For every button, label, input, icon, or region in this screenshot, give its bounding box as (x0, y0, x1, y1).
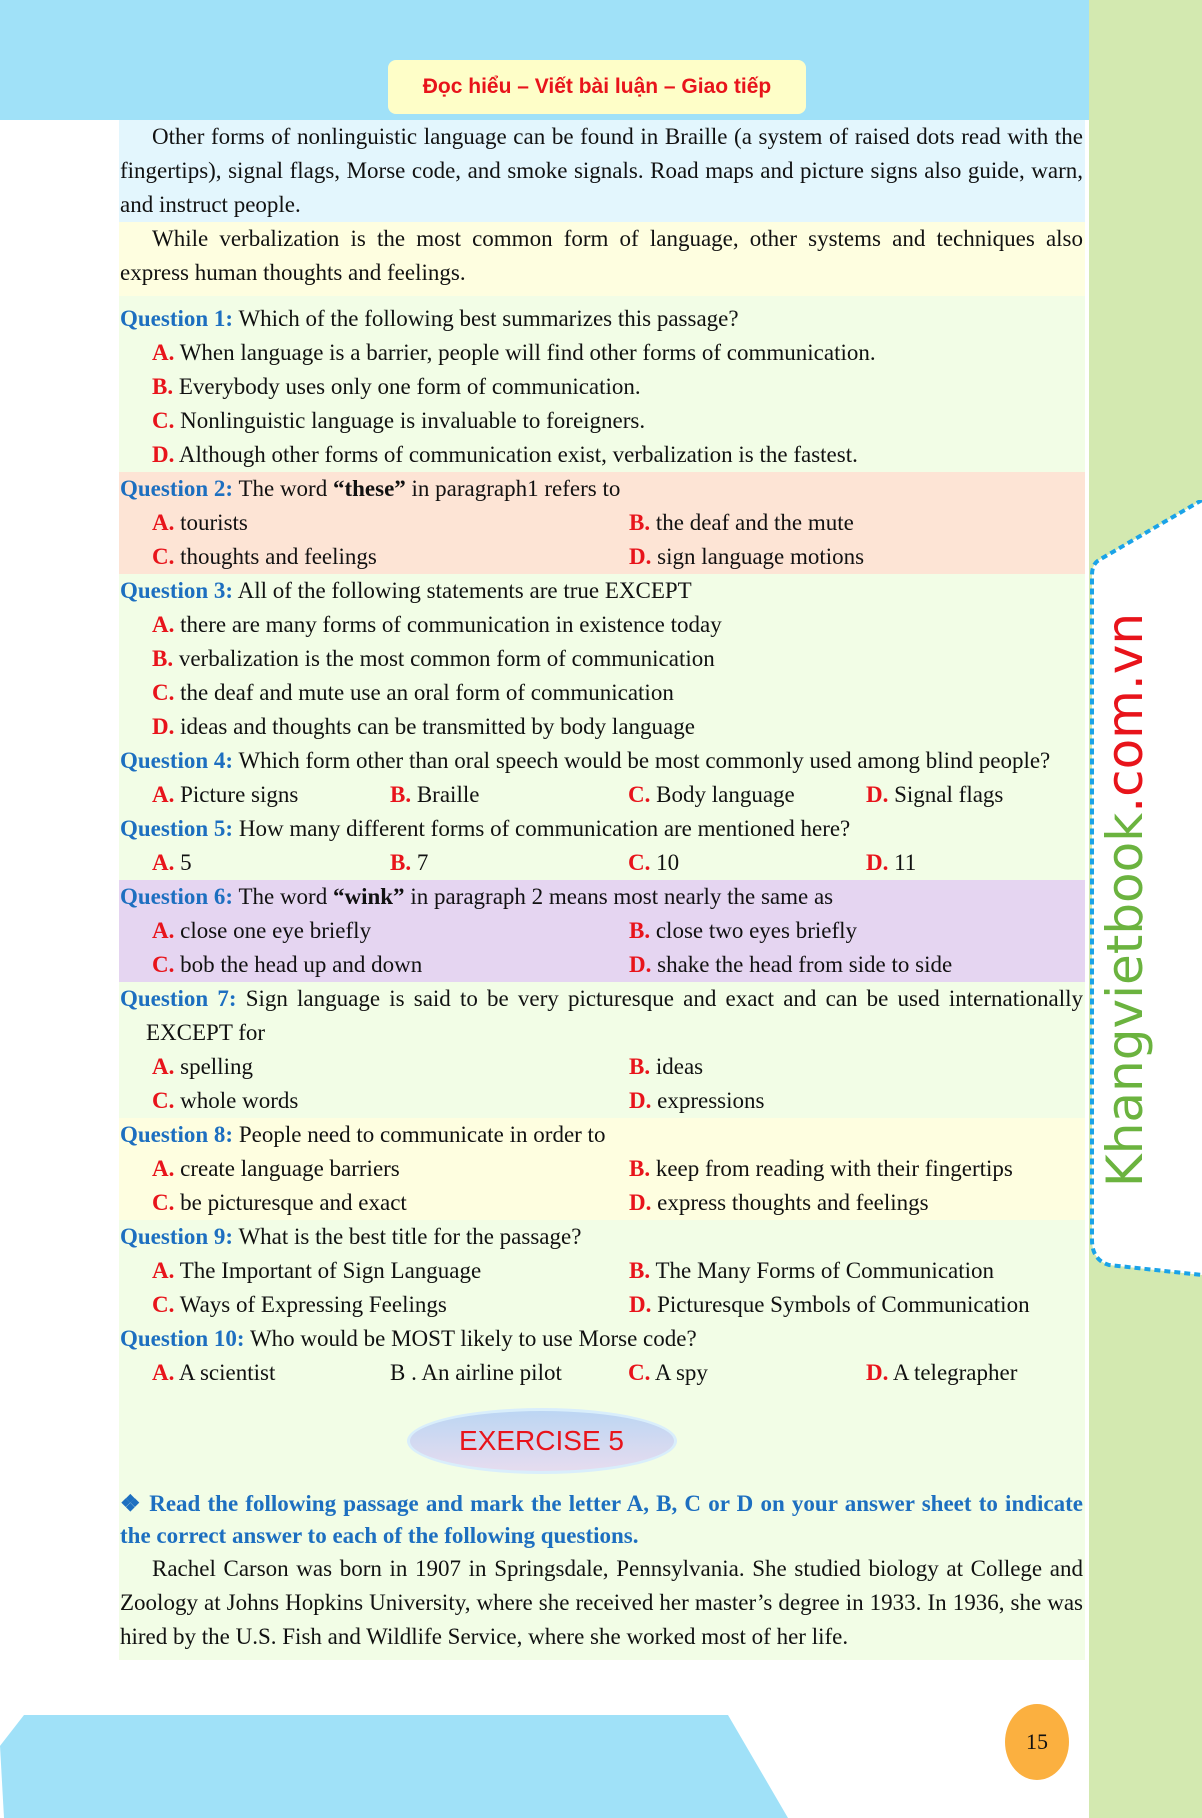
option-d[interactable] (629, 1186, 1083, 1220)
question-text (120, 982, 1083, 1050)
options (120, 914, 1083, 982)
question-prompt: Which of the following best summarizes this passage? (238, 306, 739, 331)
question-text (120, 1118, 1083, 1152)
option-letter: C. (152, 544, 175, 569)
question-text (120, 574, 1083, 608)
option-d[interactable] (629, 540, 1083, 574)
option-text: 5 (180, 850, 192, 875)
option-d[interactable] (866, 1356, 1083, 1390)
option-b[interactable] (152, 642, 1083, 676)
brand-domain: .com.vn (1096, 612, 1154, 813)
exercise-section (119, 1390, 1085, 1660)
question-list (119, 296, 1085, 1390)
option-text: the deaf and the mute (655, 510, 854, 535)
option-text: Picturesque Symbols of Communication (657, 1292, 1030, 1317)
question-6 (119, 880, 1085, 982)
option-letter: C. (628, 782, 651, 807)
option-letter: B. (390, 782, 412, 807)
option-b[interactable] (390, 1356, 628, 1390)
option-text: whole words (180, 1088, 299, 1113)
option-b[interactable] (390, 846, 628, 880)
option-letter: C. (152, 1292, 175, 1317)
option-text: ideas and thoughts can be transmitted by body language (180, 714, 695, 739)
option-d[interactable] (866, 778, 1083, 812)
option-text: 7 (416, 850, 429, 875)
option-b[interactable] (152, 370, 1083, 404)
option-text: spelling (180, 1054, 253, 1079)
question-label: Question 5: (120, 816, 234, 841)
option-letter: C. (628, 1360, 651, 1385)
option-letter: A. (152, 782, 175, 807)
question-prompt: People need to communicate in order to (238, 1122, 606, 1147)
option-a[interactable] (152, 336, 1083, 370)
options (120, 506, 1083, 574)
question-label: Question 4: (120, 748, 234, 773)
exercise-passage: Rachel Carson was born in 1907 in Springsdale, Pennsylvania. She studied biology at College and Zoology at Johns Hopkins University, where she received her master’s degree in 1933. In 1936, she was hired by the U.S. Fish and Wildlife Service, where she worked most of her life. (120, 1556, 1083, 1649)
option-letter: B. (629, 1054, 651, 1079)
option-c[interactable] (152, 676, 1083, 710)
brand-watermark (1096, 613, 1154, 1187)
option-text: be picturesque and exact (180, 1190, 407, 1215)
option-letter: B . (390, 1360, 417, 1385)
question-prompt: What is the best title for the passage? (238, 1224, 582, 1249)
option-c[interactable] (628, 1356, 866, 1390)
option-d[interactable] (866, 846, 1083, 880)
option-a[interactable] (152, 778, 390, 812)
exercise-title: EXERCISE 5 (407, 1408, 677, 1474)
question-2 (119, 472, 1085, 574)
option-c[interactable] (152, 1186, 629, 1220)
options (120, 1152, 1083, 1220)
question-text (120, 1220, 1083, 1254)
option-letter: C. (152, 1088, 175, 1113)
option-c[interactable] (628, 778, 866, 812)
question-label: Question 6: (120, 884, 234, 909)
option-text: 11 (894, 850, 917, 875)
option-text: An airline pilot (421, 1360, 562, 1385)
option-letter: D. (629, 1088, 652, 1113)
question-prompt: The word (238, 884, 333, 909)
option-text: A telegrapher (892, 1360, 1018, 1385)
option-letter: D. (152, 714, 175, 739)
option-letter: A. (152, 850, 175, 875)
option-letter: C. (152, 408, 175, 433)
option-text: Picture signs (180, 782, 299, 807)
option-text: shake the head from side to side (657, 952, 953, 977)
question-text (120, 880, 1083, 914)
option-a[interactable] (152, 1356, 390, 1390)
option-letter: D. (629, 544, 652, 569)
question-label: Question 2: (120, 476, 234, 501)
options (120, 608, 1083, 744)
question-prompt-rest: in paragraph1 refers to (405, 476, 621, 501)
option-text: tourists (180, 510, 248, 535)
option-c[interactable] (152, 1288, 629, 1322)
option-letter: B. (152, 374, 174, 399)
option-text: close two eyes briefly (655, 918, 858, 943)
option-text: A scientist (178, 1360, 276, 1385)
option-text: Signal flags (894, 782, 1004, 807)
option-b[interactable] (629, 1050, 1083, 1084)
question-prompt-rest: in paragraph 2 means most nearly the same as (404, 884, 834, 909)
option-text: ideas (655, 1054, 704, 1079)
option-text: 10 (656, 850, 680, 875)
option-text: the deaf and mute use an oral form of communication (180, 680, 674, 705)
option-c[interactable] (152, 948, 629, 982)
option-letter: D. (866, 850, 889, 875)
question-text (120, 472, 1083, 506)
question-4 (119, 744, 1085, 812)
option-d[interactable] (629, 1084, 1083, 1118)
page-number: 15 (1005, 1704, 1069, 1780)
option-d[interactable] (152, 438, 1083, 472)
option-c[interactable] (152, 1084, 629, 1118)
brand-name: Khangvietbook (1096, 812, 1154, 1188)
options (120, 846, 1083, 880)
options (120, 1050, 1083, 1118)
options (120, 336, 1083, 472)
option-letter: C. (152, 680, 175, 705)
option-text: keep from reading with their fingertips (655, 1156, 1013, 1181)
option-text: When language is a barrier, people will find other forms of communication. (179, 340, 876, 365)
bottom-decoration (0, 1715, 800, 1818)
option-b[interactable] (629, 1152, 1083, 1186)
question-1 (119, 296, 1085, 472)
question-label: Question 1: (120, 306, 234, 331)
question-text (120, 812, 1083, 846)
option-text: Braille (416, 782, 480, 807)
question-prompt: All of the following statements are true EXCEPT (237, 578, 692, 603)
option-b[interactable] (629, 506, 1083, 540)
option-text: thoughts and feelings (180, 544, 377, 569)
question-keyword: “wink” (332, 884, 405, 909)
question-8 (119, 1118, 1085, 1220)
option-text: Although other forms of communication exist, verbalization is the fastest. (178, 442, 858, 467)
option-letter: B. (390, 850, 412, 875)
option-b[interactable] (629, 914, 1083, 948)
exercise-instruction: ❖ Read the following passage and mark the letter A, B, C or D on your answer sheet to indicate the correct answer to each of the following questions. (120, 1491, 1083, 1548)
option-letter: B. (629, 510, 651, 535)
option-text: expressions (657, 1088, 765, 1113)
question-3 (119, 574, 1085, 744)
option-text: close one eye briefly (180, 918, 372, 943)
option-text: create language barriers (180, 1156, 400, 1181)
option-d[interactable] (629, 1288, 1083, 1322)
page-content (119, 120, 1085, 1660)
option-a[interactable] (152, 506, 629, 540)
question-prompt: Who would be MOST likely to use Morse code? (249, 1326, 697, 1351)
option-a[interactable] (152, 608, 1083, 642)
option-letter: B. (152, 646, 174, 671)
option-c[interactable] (628, 846, 866, 880)
option-a[interactable] (152, 1152, 629, 1186)
section-title: Đọc hiểu – Viết bài luận – Giao tiếp (388, 60, 806, 114)
option-letter: D. (629, 1190, 652, 1215)
option-text: The Many Forms of Communication (655, 1258, 995, 1283)
option-letter: A. (152, 1258, 175, 1283)
option-letter: A. (152, 510, 175, 535)
option-letter: D. (152, 442, 175, 467)
option-letter: D. (866, 782, 889, 807)
question-10 (119, 1322, 1085, 1390)
question-prompt: Sign language is said to be very picturesque and exact and can be used internationally EXCEPT for (146, 986, 1083, 1045)
question-keyword: “these” (332, 476, 406, 501)
question-label: Question 7: (120, 986, 237, 1011)
option-text: bob the head up and down (180, 952, 423, 977)
option-text: sign language motions (657, 544, 865, 569)
option-c[interactable] (152, 404, 1083, 438)
option-a[interactable] (152, 846, 390, 880)
passage-paragraph-2: While verbalization is the most common form of language, other systems and techniques also express human thoughts and feelings. (119, 222, 1085, 296)
option-letter: D. (866, 1360, 889, 1385)
option-text: A spy (654, 1360, 708, 1385)
option-text: express thoughts and feelings (657, 1190, 929, 1215)
option-c[interactable] (152, 540, 629, 574)
option-text: Nonlinguistic language is invaluable to foreigners. (180, 408, 646, 433)
option-letter: B. (629, 1258, 651, 1283)
option-text: Everybody uses only one form of communication. (178, 374, 641, 399)
question-label: Question 9: (120, 1224, 234, 1249)
question-label: Question 8: (120, 1122, 234, 1147)
option-letter: A. (152, 1360, 175, 1385)
question-prompt: How many different forms of communication are mentioned here? (238, 816, 851, 841)
question-7 (119, 982, 1085, 1118)
option-letter: B. (629, 1156, 651, 1181)
option-a[interactable] (152, 1050, 629, 1084)
option-letter: D. (629, 952, 652, 977)
option-a[interactable] (152, 914, 629, 948)
option-letter: D. (629, 1292, 652, 1317)
options (120, 1356, 1083, 1390)
option-d[interactable] (629, 948, 1083, 982)
option-text: there are many forms of communication in existence today (180, 612, 722, 637)
question-text (120, 302, 1083, 336)
option-text: Ways of Expressing Feelings (179, 1292, 447, 1317)
option-b[interactable] (390, 778, 628, 812)
option-b[interactable] (629, 1254, 1083, 1288)
option-letter: A. (152, 918, 175, 943)
option-text: Body language (656, 782, 795, 807)
question-prompt: The word (238, 476, 333, 501)
option-letter: C. (628, 850, 651, 875)
option-letter: C. (152, 952, 175, 977)
option-letter: A. (152, 1054, 175, 1079)
options (120, 778, 1083, 812)
option-letter: C. (152, 1190, 175, 1215)
question-text (120, 744, 1083, 778)
question-text (120, 1322, 1083, 1356)
question-prompt: Which form other than oral speech would be most commonly used among blind people? (238, 748, 1051, 773)
option-letter: B. (629, 918, 651, 943)
option-d[interactable] (152, 710, 1083, 744)
question-label: Question 10: (120, 1326, 245, 1351)
options (120, 1254, 1083, 1322)
option-a[interactable] (152, 1254, 629, 1288)
option-letter: A. (152, 612, 175, 637)
option-letter: A. (152, 340, 175, 365)
question-5 (119, 812, 1085, 880)
question-label: Question 3: (120, 578, 234, 603)
option-text: The Important of Sign Language (179, 1258, 482, 1283)
passage-paragraph-1: Other forms of nonlinguistic language can be found in Braille (a system of raised dots read with the fingertips), signal flags, Morse code, and smoke signals. Road maps and picture signs also guide, warn, and instruct people. (119, 120, 1085, 222)
option-letter: A. (152, 1156, 175, 1181)
option-text: verbalization is the most common form of communication (178, 646, 715, 671)
question-9 (119, 1220, 1085, 1322)
